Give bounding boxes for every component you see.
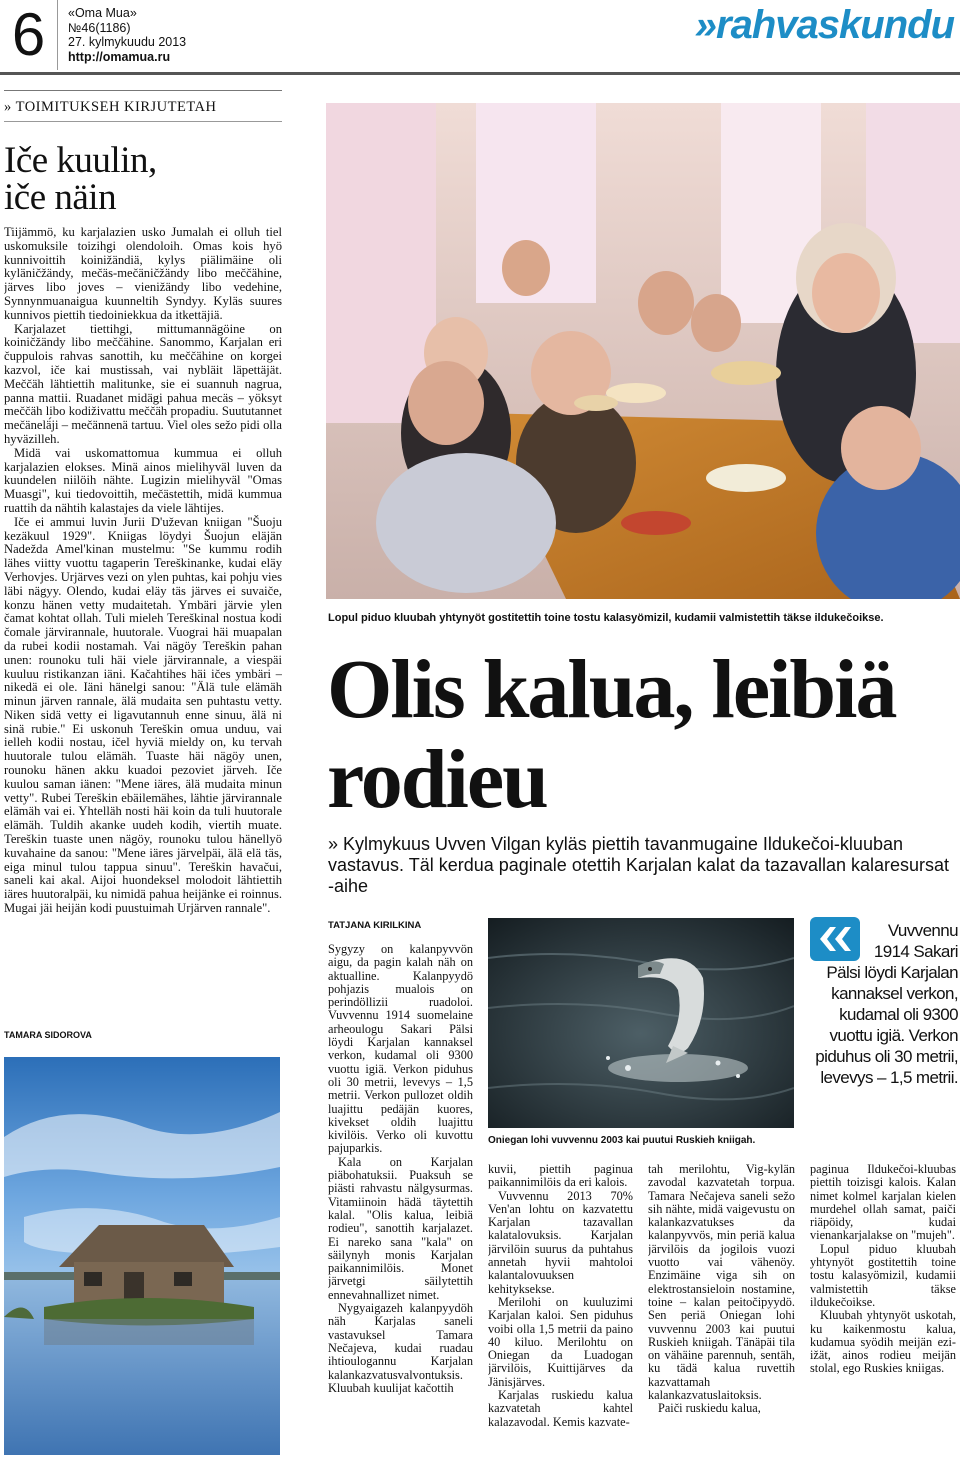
- article-paragraph: tah merilohtu, Vig-kylän zavodal kazvatetah torpua. Tamara Nečajeva saneli sežo sih nähte, midä vaigevustu on kalankazvatukses da kalanpyvvös, min periä kalua järvilöis da jogilois vuozi vuotto vai vähenöy. Enzimäine viga sih on elektrostansieloin nostamine, toine – kalan peitočipyydö. Sen periä Oniegan lohi vuvvennu 2003 kai puutui Ruskieh kniigah. Tänäpäi tila on vähäine parennuh, sentäh, ku tädä kalua ruvettih kazvattamah kalankazvatuslaitoksis.: [648, 1163, 795, 1403]
- article-column-4: [810, 1163, 956, 1455]
- page-header: [0, 0, 960, 72]
- section-title: [695, 0, 954, 50]
- article-paragraph: Nygyaigazeh kalanpyydöh näh Karjalas saneli vastavuksel Tamara Nečajeva, kudai ruadau ihtioulogannu Karjalan kalankazvatusvalvontuksis. Kluubah kuulijat kačottih: [328, 1301, 473, 1395]
- article-paragraph: kuvii, piettih paginua paikannimilöis da eri kalois.: [488, 1163, 633, 1190]
- paper-name: «Oma Mua»: [68, 6, 137, 20]
- masthead: [68, 6, 186, 64]
- column-author: TAMARA SIDOROVA: [4, 1030, 92, 1040]
- column-title-line2: iče näin: [4, 177, 117, 218]
- issue-date: 27. kylmykuudu 2013: [68, 35, 187, 49]
- column-rubric: » TOIMITUKSEH KIRJUTETAH: [4, 90, 282, 122]
- article-column-3: [648, 1163, 795, 1455]
- headline-line2: rodieu: [327, 733, 547, 826]
- article-author: TATJANA KIRILKINA: [328, 920, 422, 931]
- section-name: rahvaskundu: [716, 3, 954, 47]
- pull-quote: [810, 920, 958, 1088]
- editorial-column: [4, 90, 282, 1016]
- column-body: [4, 226, 282, 1016]
- article-paragraph: Sygyzy on kalanpyvvön aigu, da pagin kalah näh on aktualline. Kalanpyydö pohjazis mualois on perindöllizii ruadoloi. Vuvvennu 1914 suomelaine arheoulogu Sakari Pälsi löydi Karjalan kannaksel verkon, kudamal oli 9300 vuottu igiä. Verkon piduhus oli 30 metrii, levevys – 1,5 metrii. Verkon pullozet oldih luajittu pedäjän kuores, kivekset oldih luajittu kivilöis. Verko oli kuvottu pajuparkis.: [328, 943, 473, 1156]
- feast-photo: [326, 103, 960, 599]
- issue-number: №46(1186): [68, 20, 131, 35]
- article-paragraph: Karjalas ruskiedu kalua kazvatetah kahtel kalazavodal. Kemis kazvate-: [488, 1388, 633, 1429]
- column-paragraph: Karjalazet tiettihgi, mittumannägöine on koiničžändy libo meččähine. Sanommo, Karjalan eri čuppulois rahvas sanottih, ku meččähine on korgei kazvol, iče kai mustissah, vai nybläit läpettäjät. Meččäh lähtiettih malitunke, sie ei suannuh nagrua, panna mattii. Ruadanet midägi pahua mecäs – yöksyt meččäh libo kodiživattu meččäh propadiu. Suututannet mečänelä́ji – mečännenä tartuu. Viel oles sežo pidi olla hyväzilleh.: [4, 321, 282, 446]
- column-paragraph: Midä vai uskomattomua kummua ei olluh karjalazien elokses. Minä ainos mielihyväl luven da kuundelen niilöih nähte. Lugizin mielihyväl "Omas Muasgi", kui tiedovoittih, mečästettih, midä kummua ruattih da nähtih kalastajes da viele lähtijes.: [4, 445, 282, 515]
- article-paragraph: Paiči ruskiedu kalua,: [658, 1401, 761, 1416]
- article-paragraph: Lopul piduo kluubah yhtynyöt gostitettih toine tostu kalasyömizil, kudamii valmistettih täkse ildukečoikse.: [810, 1241, 956, 1309]
- lake-house-photo: [4, 1057, 280, 1455]
- paper-url[interactable]: http://omamua.ru: [68, 49, 171, 64]
- feast-photo-caption: Lopul piduo kluubah yhtynyöt gostitettih toine tostu kalasyömizil, kudamii valmistettih täkse ildukečoikse.: [328, 612, 884, 624]
- article-headline: [327, 645, 957, 825]
- article-paragraph: paginua Ildukečoi-kluubas piettih toizisgi kalois. Kalan nimet kolmel karjalan kielen murdehel ollah samat, paiči riäpöidy, kudai vienankarjalakse on "mujeh".: [810, 1163, 956, 1243]
- article-lead: » Kylmykuus Uvven Vilgan kyläs piettih tavanmugaine Ildukečoi-kluuban vastavus. Täl kerdua paginale otettih Karjalan kalat da tazavallan kalaresursat -aihe: [328, 834, 950, 896]
- article-paragraph: Kluubah yhtynyöt uskotah, ku kaikenmostu kalua, kudamua syödih meijän ezi-ižät, ainos rodieu meijän stolal, ego Ruskies kniigas.: [810, 1308, 956, 1376]
- column-title: [4, 142, 282, 216]
- article-paragraph: Vuvvennu 2013 70% Ven'an lohtu on kazvatettu Karjalan tazavallan kalatalovuksis. Karjalan järvilöin suurus da puhtahus annetah hyvii mahtoloi kalantalovuuksen kehityksekse.: [488, 1188, 633, 1296]
- headline-line1: Olis kalua, leibiä: [327, 643, 896, 736]
- page-number: 6: [0, 0, 58, 70]
- pull-quote-line1: Vuvvennu: [887, 921, 958, 940]
- section-chevron: »: [694, 3, 717, 47]
- article-paragraph: Merilohi on kuuluzimi Karjalan kaloi. Sen piduhus voibi olla 1,5 metrii da paino 40 kiluo. Merilohtu on Oniegan da Luadogan järvilöis, Kuittijärves da Jänisjärves.: [488, 1294, 633, 1389]
- column-title-line1: Iče kuulin,: [4, 140, 157, 181]
- article-paragraph: Kala on Karjalan piäbohatuksii. Puaksuh se piästi rahvastu nälgysurmas. Vitamiinoin hädä täytettih kalal. "Olis kalua, leibiä rodieu", sanottih karjalazet. Ei nareko sana "kala" on säilynyh monis Karjalan paikannimilöis. Monet järvetgi säilytettih ennevahnallizet nimet.: [328, 1154, 473, 1302]
- salmon-photo-caption: Oniegan lohi vuvvennu 2003 kai puutui Ruskieh kniigah.: [488, 1135, 756, 1146]
- header-rule: [0, 72, 960, 75]
- column-paragraph: Tiijämmö, ku karjalazien usko Jumalah ei olluh tiel uskomuksile toizihgi olendoloih. Omas kois hyö kunnivoittih koinižändiä, kylys piälimäine oli kyläničžändy, mečäs-mečäničžändy libo meččähine, järves libo joves – vienižändy libo vedehine, Synnynmuanaigua kuunneltih Syndyy. Kyläs suures kunnivos piettih tiedoiniekkua da itkettäjiä.: [4, 226, 282, 322]
- salmon-photo: [488, 918, 794, 1128]
- pull-quote-line2: 1914 Sakari: [873, 942, 958, 961]
- column-paragraph: Iče ei ammui luvin Jurii D'uževan kniigan "Šuoju kezäkuul 1929". Kniigas löydyi Šuojun eläjän Nadežda Amel'kinan mustelmu: "Se kummu rodih lähes viitty vuottu tagaperin Tereškinanke, kudai eläy Verhovjes. Urjärves vezi on ylen puhtas, kai pohju vies läbi nägyy. Olendo, kudai eläy täs järves ei suvaiče, konzu hänen vetty mudaitetah. Ymbäri järvie ylen čamat kohtat ollah. Tuli mieleh Tereškinal nostua kodi čomale järvirannale, huutorale. Vuograi häi muapalan da rubei kodii nostamah. Vai nägöy Tereškin pahan unen: rounoku tuli häi viele järvirannale, a viespäi kuuluu ristikanzan iäni. Kačahtihes häi ičes ymbäri – nikedä ei ole. Iäni hänelgi sanou: "Älä tule elämäh minun järven rannale, älä mudaita sen puhtastu vetty. Niken sidä vetty ei ligavutannuh enne sinuu, älä ni sinä rubie." Ei uskonuh Tereškin omua unduu, vai ielleh kodii nostau, ičel hyviä mieldy on, ku tervah huutorale tulou elämäh. Tuaste häi nägöy unen, rounoku hänen akku kuadoi pezoviet järveh. Iče kuulou saman iänen: "Mene iäres, älä mudaita minun vetty". Rubei Tereškin ebäilemähes, lähtie järvirannale elämäh vai ei. Yhtelläh nosti häi koin da tuli huutorale elämäh. Tuldih akanke uudeh kodih, viertih muate. Tereškin tuaste unen nägöy, rounoku tulou hänellyö kuvahaine da sanou: "Mene iäres järvelpäi, älä elä täs, eiga minul tulou tappua sinuu". Tereškin havačui, saneli kai akal. Aijoi huondeksel molodoit lähtiettih iäres huutoralpäi, ku nimidä pahua heijänke ei roinnus. Mugai jäi heijän kodi puustuimah Urjärven rannale".: [4, 514, 282, 916]
- article-column-2: [488, 1163, 633, 1455]
- article-column-1: [328, 943, 473, 1455]
- pull-quote-rest: Pälsi löydi Karjalan kannaksel verkon, kudamal oli 9300 vuottu igiä. Verkon piduhus oli 30 metrii, levevys – 1,5 metrii.: [815, 963, 958, 1087]
